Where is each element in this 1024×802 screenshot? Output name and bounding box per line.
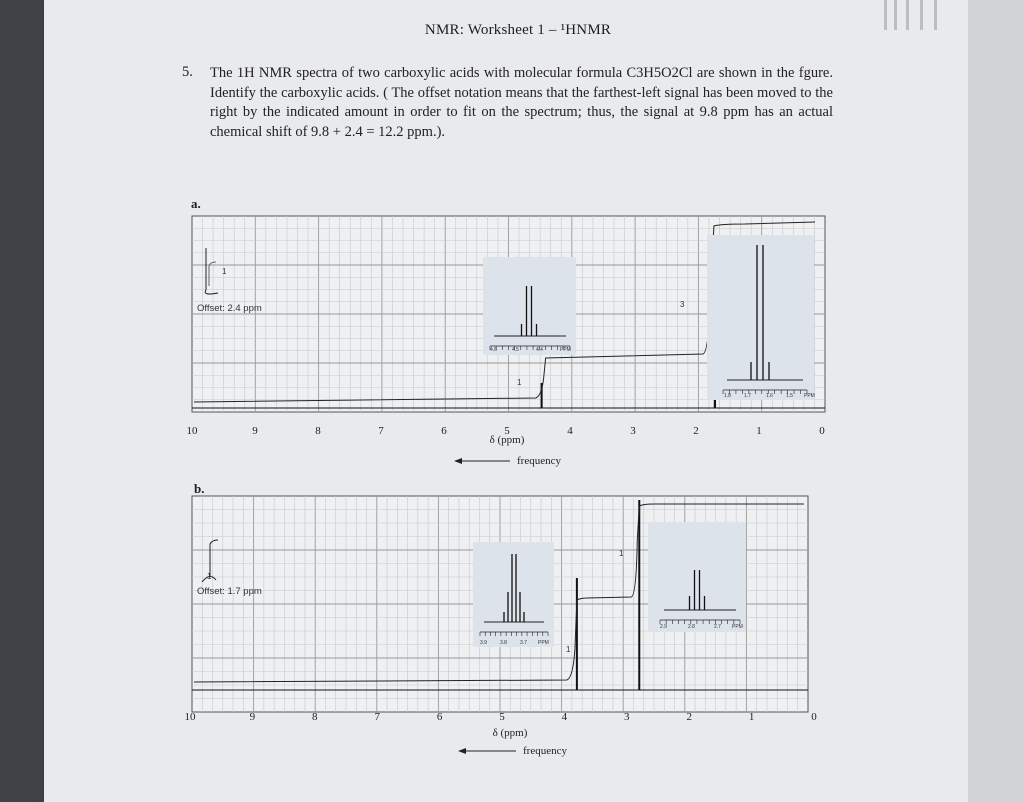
axis-tick-label: 8 (312, 711, 318, 723)
spectrum-b-inset-1 (473, 542, 554, 647)
svg-text:3.8: 3.8 (500, 640, 507, 646)
spectrum-a-inset-2 (707, 235, 815, 400)
question-number: 5. (182, 64, 193, 80)
svg-text:4.5: 4.5 (512, 347, 519, 353)
spectrum-b-inset-2 (648, 522, 746, 632)
svg-text:3.9: 3.9 (480, 640, 487, 646)
svg-text:4.6: 4.6 (490, 347, 497, 353)
svg-text:1.8: 1.8 (724, 393, 731, 399)
axis-tick-label: 4 (567, 425, 573, 437)
spectrum-a-offset: Offset: 2.4 ppm (197, 303, 262, 314)
svg-text:PPM: PPM (538, 640, 549, 646)
axis-tick-label: 6 (436, 711, 443, 723)
svg-text:2.9: 2.9 (660, 624, 667, 630)
axis-tick-label: 3 (624, 711, 630, 723)
svg-text:4.4: 4.4 (536, 347, 543, 353)
spectrum-a-inset-1 (483, 257, 576, 355)
spectrum-a-label: a. (191, 196, 201, 211)
svg-text:3.7: 3.7 (520, 640, 527, 646)
spectrum-b-axis-label: δ (ppm) (492, 727, 528, 739)
spectrum-a-frequency-label: frequency (517, 455, 561, 467)
spectrum-a-axis-label: δ (ppm) (489, 434, 525, 446)
axis-tick-label: 4 (561, 711, 568, 723)
axis-tick-label: 10 (186, 425, 198, 437)
spectrum-b-integration: 1 (207, 572, 212, 581)
axis-tick-label: 5 (504, 425, 510, 437)
frequency-arrow-icon (454, 458, 510, 464)
svg-text:2.8: 2.8 (688, 624, 695, 630)
axis-tick-label: 0 (819, 425, 825, 437)
background-strip (968, 0, 1024, 802)
worksheet-title: NMR: Worksheet 1 – ¹HNMR (424, 22, 612, 38)
axis-tick-label: 0 (811, 711, 817, 723)
spectrum-b-frequency-label: frequency (523, 745, 567, 757)
axis-tick-label: 9 (252, 425, 258, 437)
spectrum-b-integration: 1 (619, 549, 624, 558)
svg-text:1.5: 1.5 (786, 393, 793, 399)
svg-text:PPM: PPM (560, 347, 571, 353)
spectrum-a-integration: 3 (680, 300, 685, 309)
axis-tick-label: 2 (693, 425, 699, 437)
spectrum-b-label: b. (194, 481, 205, 496)
axis-tick-label: 7 (374, 711, 380, 723)
spectrum-a-integration: 1 (517, 378, 522, 387)
svg-text:PPM: PPM (804, 393, 815, 399)
question-text: The 1H NMR spectra of two carboxylic acids with molecular formula C3H5O2Cl are shown in the fgure. Identify the carboxylic acids. ( The offset notation means that the farthest-left signal has been moved to the right by the indicated amount in order to fit on the spectrum; thus, the signal at 9.8 ppm has an actual chemical shift of 9.8 + 2.4 = 12.2 ppm.). (210, 65, 833, 140)
axis-tick-label: 1 (748, 711, 755, 723)
axis-tick-label: 2 (686, 711, 692, 723)
axis-tick-label: 8 (315, 425, 321, 437)
spectrum-b-offset: Offset: 1.7 ppm (197, 586, 262, 597)
svg-text:1.7: 1.7 (744, 393, 751, 399)
axis-tick-label: 5 (499, 711, 505, 723)
axis-tick-label: 3 (630, 425, 636, 437)
spectrum-a-integration: 1 (222, 267, 227, 276)
axis-tick-label: 10 (184, 711, 196, 723)
axis-tick-label: 1 (756, 425, 762, 437)
svg-text:PPM: PPM (732, 624, 743, 630)
frequency-arrow-icon (458, 748, 516, 754)
axis-tick-label: 9 (249, 711, 256, 723)
svg-text:2.7: 2.7 (714, 624, 721, 630)
spectrum-b-integration: 1 (566, 645, 571, 654)
spectrum-b-axis-ticks (185, 711, 818, 723)
axis-tick-label: 6 (441, 425, 447, 437)
spectrum-a-plot (140, 210, 860, 475)
axis-tick-label: 7 (378, 425, 384, 437)
spectrum-b-plot (140, 492, 860, 762)
svg-text:1.6: 1.6 (766, 393, 773, 399)
